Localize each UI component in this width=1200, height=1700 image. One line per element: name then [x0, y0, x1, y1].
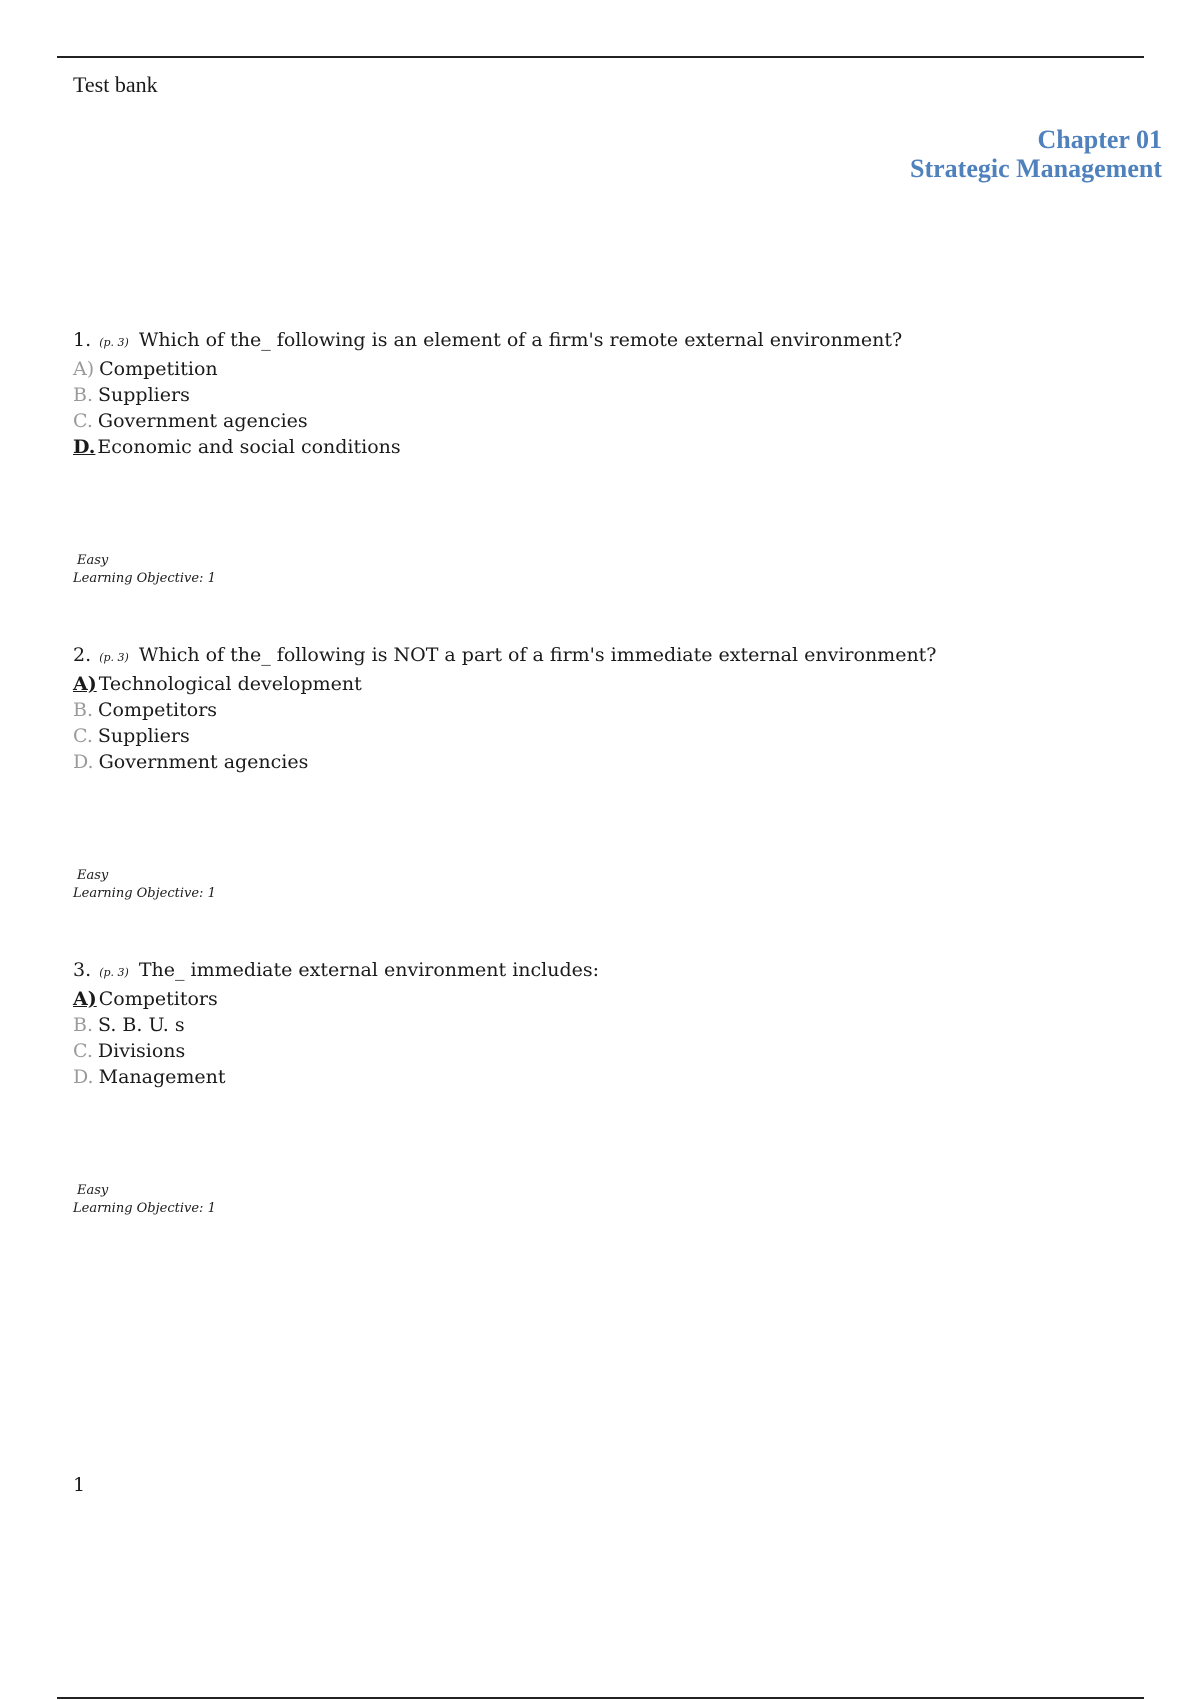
- document-label: Test bank: [73, 72, 158, 97]
- difficulty: Easy: [77, 1183, 109, 1198]
- question-1: [73, 327, 1133, 460]
- difficulty: Easy: [77, 553, 109, 568]
- question-text: Which of the_ following is an element of a firm's remote external environment?: [138, 329, 903, 351]
- option-text: Economic and social conditions: [97, 436, 401, 458]
- option-b: [73, 1012, 1133, 1038]
- option-text: Suppliers: [98, 384, 190, 406]
- option-text: S. B. U. s: [98, 1014, 185, 1036]
- question-text: Which of the_ following is NOT a part of a firm's immediate external environment?: [138, 644, 937, 666]
- option-c: [73, 1038, 1133, 1064]
- page-reference: (p. 3): [99, 966, 129, 979]
- correct-option-letter: A): [73, 988, 97, 1010]
- learning-objective: Learning Objective: 1: [73, 886, 216, 901]
- page-number: 1: [73, 1474, 86, 1496]
- option-d: [73, 749, 1133, 775]
- option-text: Government agencies: [98, 751, 309, 773]
- question-2-stem: [73, 642, 1133, 671]
- chapter-number: Chapter 01: [1037, 125, 1162, 154]
- option-text: Competition: [99, 358, 218, 380]
- option-c: [73, 408, 1133, 434]
- question-1-stem: [73, 327, 1133, 356]
- option-letter: C.: [73, 725, 93, 747]
- option-text: Suppliers: [97, 725, 190, 747]
- option-b: [73, 697, 1133, 723]
- question-3-stem: [73, 957, 1133, 986]
- question-number: 2.: [73, 644, 92, 666]
- option-d-correct: [73, 434, 1133, 460]
- option-text: Competitors: [98, 988, 218, 1010]
- correct-option-letter: A): [73, 673, 97, 695]
- option-text: Government agencies: [97, 410, 308, 432]
- learning-objective: Learning Objective: 1: [73, 1201, 216, 1216]
- option-text: Technological development: [98, 673, 362, 695]
- option-letter: C.: [73, 410, 93, 432]
- option-letter: B.: [73, 384, 94, 406]
- page-reference: (p. 3): [99, 651, 129, 664]
- option-c: [73, 723, 1133, 749]
- option-letter: A): [73, 358, 95, 380]
- option-a-correct: [73, 986, 1133, 1012]
- option-text: Competitors: [98, 699, 218, 721]
- question-text: The_ immediate external environment includes:: [138, 959, 600, 981]
- chapter-subject: Strategic Management: [910, 154, 1162, 183]
- option-text: Divisions: [97, 1040, 186, 1062]
- question-number: 3.: [73, 959, 92, 981]
- question-3-meta: [73, 1182, 216, 1218]
- option-letter: B.: [73, 1014, 94, 1036]
- option-a: [73, 356, 1133, 382]
- option-letter: C.: [73, 1040, 93, 1062]
- question-3: [73, 957, 1133, 1090]
- option-letter: B.: [73, 699, 94, 721]
- bottom-rule: [57, 1697, 1144, 1699]
- question-2-meta: [73, 867, 216, 903]
- option-letter: D.: [73, 1066, 94, 1088]
- question-2: [73, 642, 1133, 775]
- question-1-meta: [73, 552, 216, 588]
- option-letter: D.: [73, 751, 94, 773]
- chapter-heading: [910, 125, 1162, 183]
- correct-option-letter: D.: [73, 436, 96, 458]
- page-reference: (p. 3): [99, 336, 129, 349]
- option-text: Management: [98, 1066, 226, 1088]
- difficulty: Easy: [77, 868, 109, 883]
- option-b: [73, 382, 1133, 408]
- option-d: [73, 1064, 1133, 1090]
- learning-objective: Learning Objective: 1: [73, 571, 216, 586]
- top-rule: [57, 56, 1144, 58]
- question-number: 1.: [73, 329, 92, 351]
- option-a-correct: [73, 671, 1133, 697]
